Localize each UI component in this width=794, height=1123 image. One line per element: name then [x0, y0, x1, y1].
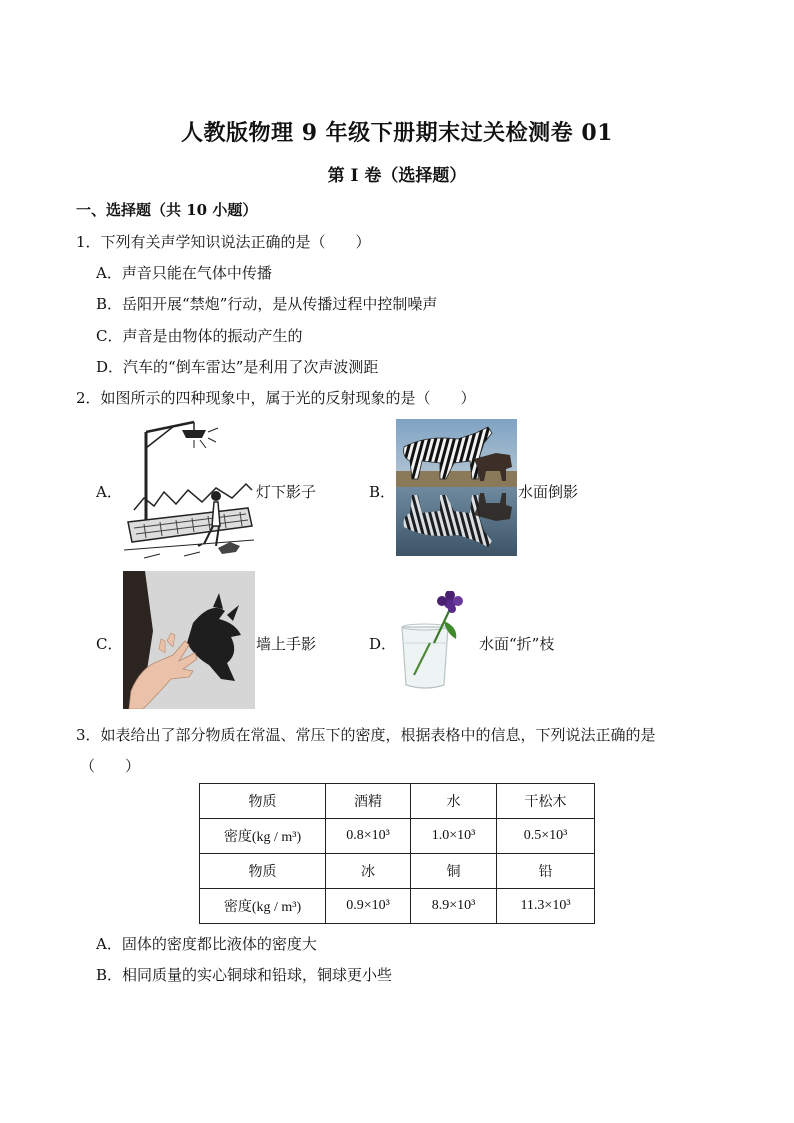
table-cell: 酒精 [326, 784, 411, 819]
table-cell: 8.9×10³ [411, 889, 497, 924]
question-3-stem-line-1: 3．如表给出了部分物质在常温、常压下的密度，根据表格中的信息，下列说法正确的是 [76, 726, 656, 744]
zebra-reflection-photo-icon [396, 419, 517, 556]
question-3-option-b: B．相同质量的实心铜球和铅球，铜球更小些 [96, 966, 393, 984]
question-3-stem-line-2: （ ） [80, 757, 141, 775]
choice-b-label: B． [369, 483, 396, 501]
section-heading: 一、选择题（共 10 小题） [76, 201, 258, 219]
choice-c-caption: 墙上手影 [256, 635, 317, 653]
question-1-option-b: B．岳阳开展“禁炮”行动，是从传播过程中控制噪声 [96, 295, 438, 313]
table-cell: 物质 [200, 854, 326, 889]
choice-c-label: C． [96, 635, 123, 653]
question-2-stem: 2．如图所示的四种现象中，属于光的反射现象的是（ ） [76, 389, 476, 407]
choice-a-caption: 灯下影子 [256, 483, 317, 501]
choice-b-caption: 水面倒影 [518, 483, 579, 501]
table-cell: 1.0×10³ [411, 819, 497, 854]
table-row [200, 784, 595, 819]
page-title: 人教版物理 9 年级下册期末过关检测卷 01 [181, 120, 613, 146]
table-row [200, 854, 595, 889]
question-3-option-a: A．固体的密度都比液体的密度大 [96, 935, 317, 953]
table-cell: 0.5×10³ [497, 819, 595, 854]
page-subtitle: 第 I 卷（选择题） [327, 166, 467, 186]
question-1-option-d: D．汽车的“倒车雷达”是利用了次声波测距 [96, 358, 379, 376]
question-1-option-a: A．声音只能在气体中传播 [96, 264, 272, 282]
choice-d-caption: 水面“折”枝 [479, 635, 555, 653]
density-table [199, 783, 595, 924]
table-row [200, 819, 595, 854]
table-cell: 密度(kg / m³) [200, 819, 326, 854]
table-cell: 0.9×10³ [326, 889, 411, 924]
choice-a-label: A． [96, 483, 122, 501]
table-row [200, 889, 595, 924]
table-cell: 铜 [411, 854, 497, 889]
table-cell: 物质 [200, 784, 326, 819]
hand-shadow-photo-icon [123, 571, 255, 709]
table-cell: 11.3×10³ [497, 889, 595, 924]
flower-in-glass-photo-icon [396, 591, 478, 691]
choice-d-label: D． [369, 635, 397, 653]
table-cell: 铅 [497, 854, 595, 889]
table-cell: 密度(kg / m³) [200, 889, 326, 924]
table-cell: 冰 [326, 854, 411, 889]
table-cell: 水 [411, 784, 497, 819]
lamp-shadow-illustration-icon [124, 418, 254, 560]
table-cell: 干松木 [497, 784, 595, 819]
table-cell: 0.8×10³ [326, 819, 411, 854]
question-1-option-c: C．声音是由物体的振动产生的 [96, 327, 303, 345]
question-1-stem: 1．下列有关声学知识说法正确的是（ ） [76, 233, 371, 251]
